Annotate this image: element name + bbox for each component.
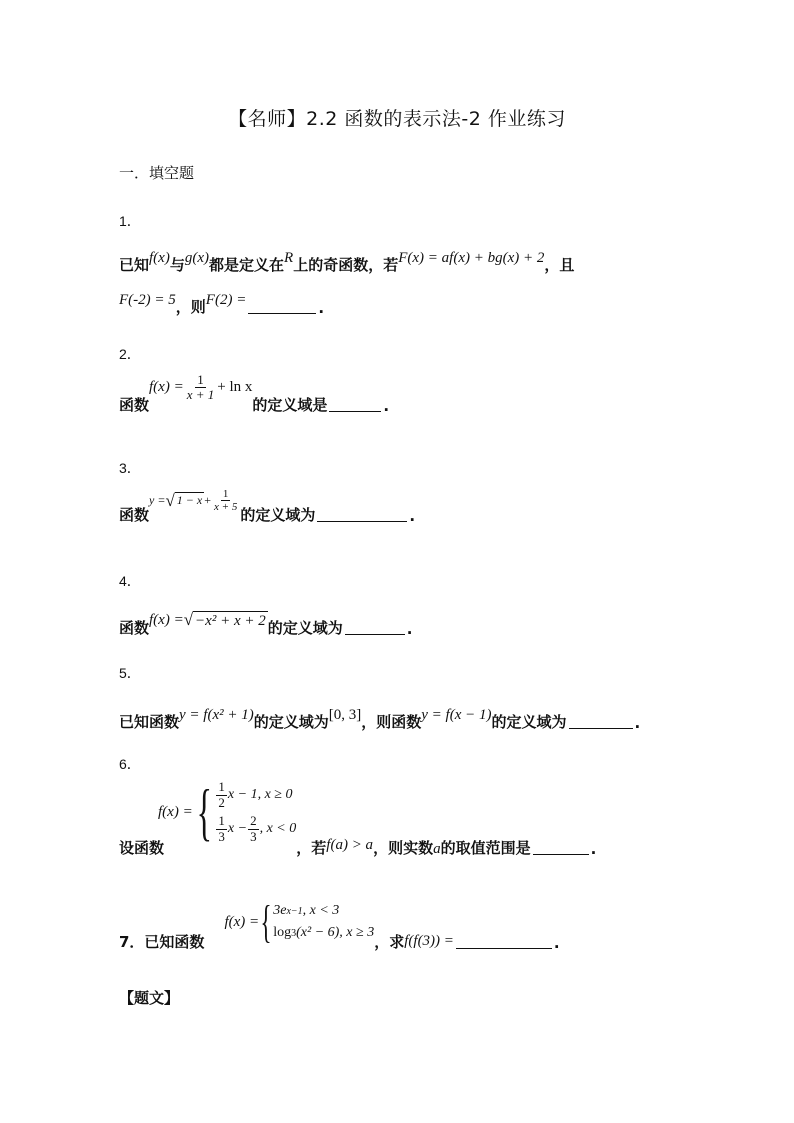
q6-fraction-2 bbox=[216, 814, 227, 844]
answer-blank-3[interactable] bbox=[317, 520, 407, 522]
q1-text: 上的奇函数，若 bbox=[293, 256, 399, 274]
q5-text: 的定义域为 bbox=[253, 713, 329, 731]
left-brace-icon: { bbox=[196, 776, 212, 848]
q2-lhs: f(x) = bbox=[149, 379, 184, 396]
q1-question: F(2) = bbox=[205, 292, 247, 308]
q5-formula-1: y = f(x² + 1) bbox=[179, 707, 254, 723]
q1-period: . bbox=[318, 299, 325, 317]
answer-blank-1[interactable] bbox=[248, 312, 316, 314]
sqrt-symbol-icon: √ bbox=[183, 610, 194, 629]
q5-formula-2: y = f(x − 1) bbox=[421, 707, 492, 723]
q1-text: ，且 bbox=[544, 256, 575, 274]
q7-c1: 3e bbox=[273, 903, 287, 918]
q4-text: 的定义域为 bbox=[267, 619, 343, 637]
q4-radicand: −x² + x + 2 bbox=[195, 613, 266, 629]
q5-text: 已知函数 bbox=[119, 713, 180, 731]
q3-plus: + bbox=[204, 493, 212, 508]
answer-blank-5[interactable] bbox=[569, 727, 633, 729]
q2-numerator: 1 bbox=[197, 372, 204, 387]
q6-c2-mid: x − bbox=[227, 821, 248, 836]
q7-text: 7．已知函数 bbox=[119, 933, 205, 951]
question-2-line bbox=[119, 372, 390, 415]
q1-text: 都是定义在 bbox=[209, 256, 285, 274]
q6-text: ，则实数 bbox=[373, 839, 434, 857]
q5-period: . bbox=[634, 714, 641, 732]
q3-denominator: x + 5 bbox=[214, 501, 238, 514]
q2-text: 函数 bbox=[119, 395, 150, 414]
q6-c1-numerator: 1 bbox=[218, 779, 225, 795]
question-3-line bbox=[119, 488, 416, 526]
q3-numerator: 1 bbox=[222, 488, 229, 500]
q6-c2-denominator-2: 3 bbox=[250, 828, 257, 844]
section-heading: 一．填空题 bbox=[119, 164, 195, 182]
q4-formula bbox=[149, 611, 268, 630]
q7-c2-base: 3 bbox=[291, 927, 297, 939]
question-number-4: 4． bbox=[119, 573, 141, 589]
q3-text: 函数 bbox=[119, 506, 150, 525]
q5-text: ，则函数 bbox=[361, 713, 422, 731]
q6-cases bbox=[215, 778, 296, 846]
question-6-line bbox=[119, 776, 597, 860]
q6-lhs: f(x) = bbox=[158, 803, 193, 820]
answer-blank-6[interactable] bbox=[533, 853, 589, 855]
q2-rest: + ln x bbox=[217, 379, 253, 396]
q7-c2-rest: (x² − 6), x ≥ 3 bbox=[296, 925, 375, 940]
q4-lhs: f(x) = bbox=[149, 612, 184, 628]
question-number-5: 5． bbox=[119, 665, 141, 681]
q5-domain: [0, 3] bbox=[328, 707, 362, 723]
q4-period: . bbox=[406, 620, 413, 638]
q7-question: f(f(3)) = bbox=[404, 933, 454, 949]
left-brace-icon: { bbox=[260, 896, 272, 948]
answer-blank-7[interactable] bbox=[456, 947, 552, 949]
q7-c1-exponent: x−1 bbox=[286, 905, 303, 917]
question-number-3: 3． bbox=[119, 460, 141, 476]
q6-text: 的取值范围是 bbox=[440, 839, 531, 857]
q7-c1-rest: , x < 3 bbox=[302, 903, 340, 918]
q1-formula-g: g(x) bbox=[184, 250, 210, 266]
q6-c2-numerator: 1 bbox=[218, 813, 225, 829]
q1-formula-F: F(x) = af(x) + bg(x) + 2 bbox=[398, 250, 545, 266]
q6-formula bbox=[158, 778, 296, 846]
q6-c2-rest: , x < 0 bbox=[259, 821, 297, 836]
q1-text: 已知 bbox=[119, 256, 150, 274]
q2-formula bbox=[149, 373, 252, 403]
question-7-line bbox=[119, 896, 560, 954]
q1-formula-f: f(x) bbox=[149, 250, 170, 266]
q4-sqrt bbox=[184, 611, 268, 630]
q1-text: 与 bbox=[169, 256, 185, 274]
q7-case-2 bbox=[273, 922, 374, 944]
q1-condition: F(-2) = 5 bbox=[119, 292, 176, 308]
q6-fraction-1 bbox=[216, 780, 227, 810]
q6-text: 设函数 bbox=[119, 839, 165, 857]
q2-period: . bbox=[383, 396, 390, 415]
q3-fraction bbox=[212, 488, 239, 513]
question-5-line bbox=[119, 707, 641, 732]
q7-case-1 bbox=[273, 900, 374, 922]
q2-fraction bbox=[185, 373, 217, 403]
question-number-6: 6． bbox=[119, 756, 141, 772]
q5-text: 的定义域为 bbox=[491, 713, 567, 731]
q6-case-1 bbox=[215, 778, 296, 812]
q7-lhs: f(x) = bbox=[224, 913, 260, 930]
q7-formula bbox=[224, 896, 375, 948]
q2-denominator: x + 1 bbox=[186, 387, 215, 403]
q3-text: 的定义域为 bbox=[240, 506, 316, 525]
q6-c2-denominator: 3 bbox=[218, 828, 225, 844]
q6-c2-numerator-2: 2 bbox=[250, 813, 257, 829]
question-1-line-1 bbox=[119, 250, 575, 275]
q6-c1-rest: x − 1, x ≥ 0 bbox=[227, 787, 293, 802]
q7-cases bbox=[273, 900, 374, 944]
q1-formula-r: R bbox=[284, 250, 294, 266]
q2-text: 的定义域是 bbox=[252, 395, 328, 414]
q3-radicand: 1 − x bbox=[176, 493, 203, 508]
q6-fraction-3 bbox=[248, 814, 259, 844]
q6-c1-denominator: 2 bbox=[218, 794, 225, 810]
answer-blank-4[interactable] bbox=[345, 633, 405, 635]
q3-period: . bbox=[409, 507, 416, 526]
answer-blank-2[interactable] bbox=[329, 410, 381, 412]
q6-period: . bbox=[590, 840, 597, 858]
q6-condition: f(a) > a bbox=[326, 837, 374, 853]
question-1-line-2 bbox=[119, 292, 325, 317]
q1-text: ，则 bbox=[175, 298, 206, 316]
q6-variable-a: a bbox=[433, 841, 441, 857]
page-title: 【名师】2.2 函数的表示法-2 作业练习 bbox=[228, 108, 566, 130]
q3-formula bbox=[149, 488, 240, 513]
question-number-1: 1． bbox=[119, 213, 141, 229]
q6-text: ，若 bbox=[296, 839, 327, 857]
question-number-2: 2． bbox=[119, 346, 141, 362]
question-text-tag: 【题文】 bbox=[119, 989, 180, 1007]
q7-text: ，求 bbox=[374, 933, 405, 951]
question-4-line bbox=[119, 610, 413, 638]
q4-text: 函数 bbox=[119, 619, 150, 637]
q3-lhs: y = bbox=[149, 493, 166, 508]
q7-period: . bbox=[553, 934, 560, 952]
q7-c2: log bbox=[273, 925, 292, 940]
sqrt-symbol-icon: √ bbox=[165, 491, 175, 511]
q3-sqrt bbox=[165, 492, 204, 509]
q6-case-2 bbox=[215, 812, 296, 846]
